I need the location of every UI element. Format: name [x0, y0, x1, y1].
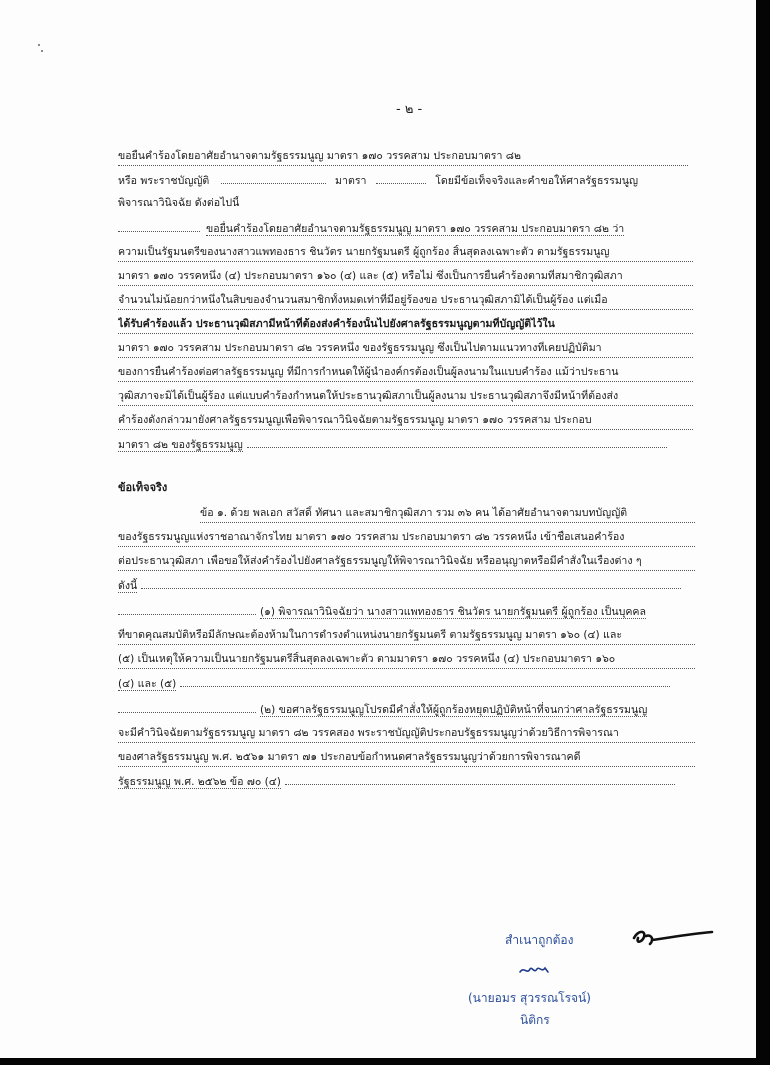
act-blank: [221, 173, 326, 184]
line-fill: [141, 578, 681, 589]
certified-copy-label: สำเนาถูกต้อง: [505, 933, 574, 947]
facts-line-1: ข้อ ๑. ด้วย พลเอก สวัสดิ์ ทัศนา และสมาชิกวุฒิสภา รวม ๓๖ คน ได้อาศัยอำนาจตามบทบัญญัติ: [200, 506, 695, 523]
indent-blank: [118, 221, 200, 232]
para1-line-5: ได้รับคำร้องแล้ว ประธานวุฒิสภามีหน้าที่ต้องส่งคำร้องนั้นไปยังศาลรัฐธรรมนูญตามที่บัญญัติไว้ใน: [118, 317, 693, 334]
initials-image: [518, 963, 552, 979]
item2-line-4: รัฐธรรมนูญ พ.ศ. ๒๕๖๒ ข้อ ๗๐ (๔): [118, 774, 695, 790]
indent-blank: [118, 702, 256, 713]
scan-border-bottom: [0, 1058, 770, 1065]
intro-facts-clause: โดยมีข้อเท็จจริงและคำขอให้ศาลรัฐธรรมนูญ: [435, 175, 639, 187]
scan-border-right: [756, 0, 770, 1065]
para1-line-1: ขอยื่นคำร้องโดยอาศัยอำนาจตามรัฐธรรมนูญ มาตรา ๑๗๐ วรรคสาม ประกอบมาตรา ๘๒ ว่า: [118, 221, 693, 237]
scan-speck: [38, 44, 40, 46]
intro-line-2: [118, 173, 698, 189]
para1-line-7: ของการยื่นคำร้องต่อศาลรัฐธรรมนูญ ที่มีการกำหนดให้ผู้นำองค์กรต้องเป็นผู้ลงนามในแบบคำร้อง แม้ว่าประธาน: [118, 365, 693, 382]
scan-speck: [41, 50, 43, 52]
line-fill: [180, 676, 670, 687]
para1-line-6: มาตรา ๑๗๐ วรรคสาม ประกอบมาตรา ๘๒ วรรคหนึ่ง ของรัฐธรรมนูญ ซึ่งเป็นไปตามแนวทางที่เคยปฏิบัติมา: [118, 341, 693, 358]
facts-line-4: ดังนี้: [118, 578, 695, 594]
item1-line-3: (๕) เป็นเหตุให้ความเป็นนายกรัฐมนตรีสิ้นสุดลงเฉพาะตัว ตามมาตรา ๑๗๐ วรรคหนึ่ง (๔) ประกอบมาตรา ๑๖๐: [118, 652, 695, 669]
page-number: - ๒ -: [396, 102, 423, 117]
item2-line-1: (๒) ขอศาลรัฐธรรมนูญโปรดมีคำสั่งให้ผู้ถูกร้องหยุดปฏิบัติหน้าที่จนกว่าศาลรัฐธรรมนูญ: [118, 702, 695, 718]
item1-line-1: (๑) พิจารณาวินิจฉัยว่า นางสาวแพทองธาร ชินวัตร นายกรัฐมนตรี ผู้ถูกร้อง เป็นบุคคล: [118, 604, 695, 620]
para1-line-10: มาตรา ๘๒ ของรัฐธรรมนูญ: [118, 437, 693, 453]
intro-line-1: ขอยื่นคำร้องโดยอาศัยอำนาจตามรัฐธรรมนูญ มาตรา ๑๗๐ วรรคสาม ประกอบมาตรา ๘๒: [118, 149, 688, 166]
line-fill: [285, 774, 675, 785]
para1-line-2: ความเป็นรัฐมนตรีของนางสาวแพทองธาร ชินวัตร นายกรัฐมนตรี ผู้ถูกร้อง สิ้นสุดลงเฉพาะตัว ตามรัฐธรรมนูญ: [118, 245, 693, 262]
para1-line-3: มาตรา ๑๗๐ วรรคหนึ่ง (๔) ประกอบมาตรา ๑๖๐ (๔) และ (๕) หรือไม่ ซึ่งเป็นการยื่นคำร้องตามที่สมาชิกวุฒิสภา: [118, 269, 693, 286]
para1-line-4: จำนวนไม่น้อยกว่าหนึ่งในสิบของจำนวนสมาชิกทั้งหมดเท่าที่มีอยู่ร้องขอ ประธานวุฒิสภามิได้เป็นผู้ร้อง แต่เมื่อ: [118, 293, 693, 310]
section-blank: [376, 173, 426, 184]
facts-line-3: ต่อประธานวุฒิสภา เพื่อขอให้ส่งคำร้องไปยังศาลรัฐธรรมนูญให้พิจารณาวินิจฉัย หรืออนุญาตหรือมีคำสั่งในเรื่องต่าง ๆ: [118, 554, 695, 571]
intro-section-label: มาตรา: [335, 175, 367, 187]
signatory-name: (นายอมร สุวรรณโรจน์): [468, 991, 591, 1005]
facts-line-2: ของรัฐธรรมนูญแห่งราชอาณาจักรไทย มาตรา ๑๗๐ วรรคสาม ประกอบมาตรา ๘๒ วรรคหนึ่ง เข้าชื่อเสนอคำร้อง: [118, 530, 695, 547]
item2-line-3: ของศาลรัฐธรรมนูญ พ.ศ. ๒๕๖๑ มาตรา ๗๑ ประกอบข้อกำหนดศาลรัฐธรรมนูญว่าด้วยการพิจารณาคดี: [118, 750, 695, 767]
signatory-title: นิติกร: [520, 1013, 550, 1027]
para1-line-9: คำร้องดังกล่าวมายังศาลรัฐธรรมนูญเพื่อพิจารณาวินิจฉัยตามรัฐธรรมนูญ มาตรา ๑๗๐ วรรคสาม ประกอบ: [118, 413, 693, 430]
intro-line-3: พิจารณาวินิจฉัย ดังต่อไปนี้: [118, 197, 240, 209]
item2-line-2: จะมีคำวินิจฉัยตามรัฐธรรมนูญ มาตรา ๘๒ วรรคสอง พระราชบัญญัติประกอบรัฐธรรมนูญว่าด้วยวิธีการพิจารณา: [118, 726, 695, 743]
intro-act-label: หรือ พระราชบัญญัติ: [118, 175, 210, 187]
para1-line-8: วุฒิสภาจะมิได้เป็นผู้ร้อง แต่แบบคำร้องกำหนดให้ประธานวุฒิสภาเป็นผู้ลงนาม ประธานวุฒิสภาจึงมีหน้าที่ต้องส่ง: [118, 389, 693, 406]
line-fill: [247, 437, 667, 448]
signature-image: [628, 924, 718, 952]
item1-line-2: ที่ขาดคุณสมบัติหรือมีลักษณะต้องห้ามในการดำรงตำแหน่งนายกรัฐมนตรี ตามรัฐธรรมนูญ มาตรา ๑๖๐ (๔) และ: [118, 628, 695, 645]
indent-blank: [118, 604, 256, 615]
item1-line-4: (๔) และ (๕): [118, 676, 695, 692]
facts-heading: ข้อเท็จจริง: [118, 481, 168, 494]
